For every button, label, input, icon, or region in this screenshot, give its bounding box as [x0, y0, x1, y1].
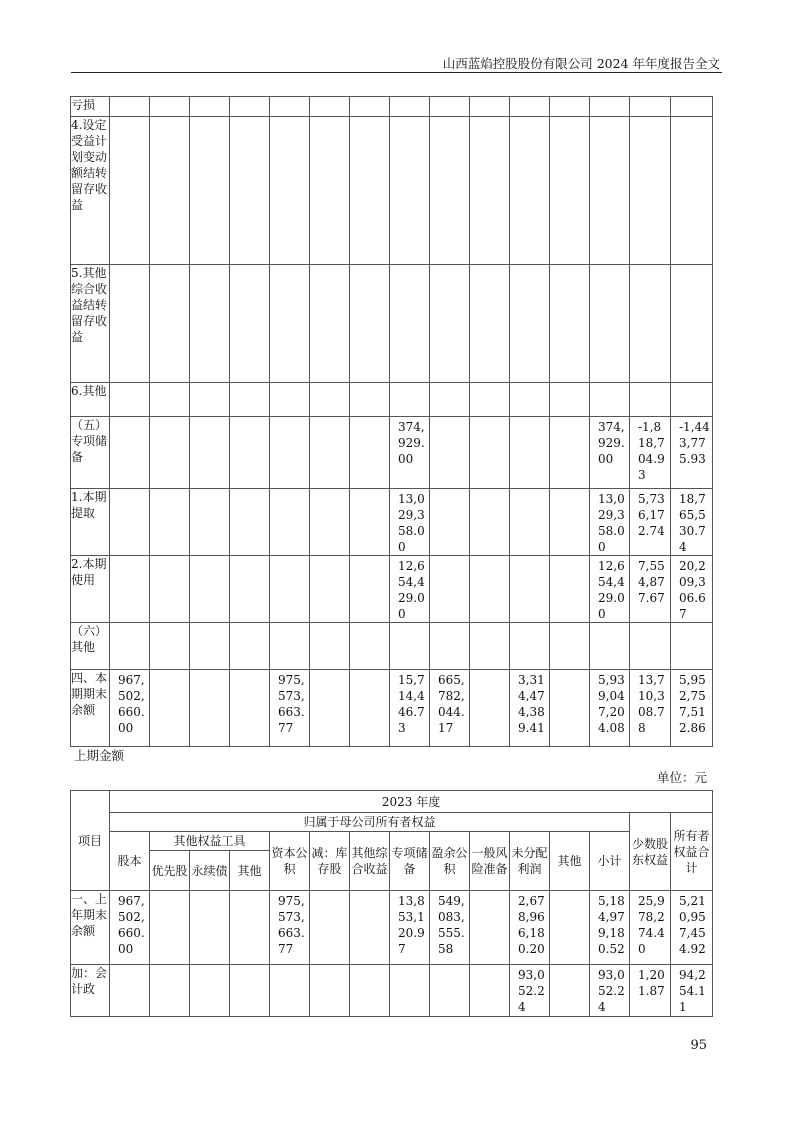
- table-cell: 13,710,308.78: [630, 670, 671, 747]
- table-cell: [390, 97, 430, 117]
- table-cell: [550, 265, 590, 383]
- table-cell: [430, 556, 470, 623]
- table-cell: [470, 489, 510, 556]
- table-cell: 18,765,530.74: [671, 489, 713, 556]
- table-cell: [470, 965, 510, 1017]
- table-cell: [110, 556, 150, 623]
- table-cell: [190, 670, 230, 747]
- table-cell: 12,654,429.00: [390, 556, 430, 623]
- table-cell: [110, 489, 150, 556]
- table-cell: 975,573,663.77: [270, 670, 310, 747]
- table-row: [71, 489, 713, 556]
- table-cell: [310, 965, 350, 1017]
- table-cell: [550, 489, 590, 556]
- table-cell: [671, 117, 713, 265]
- header-capital-reserve: 资本公积: [270, 832, 310, 891]
- table-cell: [671, 383, 713, 417]
- table-cell: [230, 891, 270, 965]
- table-cell: [110, 623, 150, 670]
- table-cell: 374,929.00: [590, 417, 630, 489]
- header-other-equity: 其他权益工具: [150, 832, 270, 851]
- row-label: 四、本期期末余额: [71, 670, 110, 747]
- table-row: [71, 417, 713, 489]
- table-cell: [630, 97, 671, 117]
- table-cell: [270, 265, 310, 383]
- row-label: （六）其他: [71, 623, 110, 670]
- table-cell: [430, 117, 470, 265]
- table-cell: [190, 383, 230, 417]
- table-cell: [350, 265, 390, 383]
- table-cell: [230, 417, 270, 489]
- row-label: （五）专项储备: [71, 417, 110, 489]
- table-cell: [190, 891, 230, 965]
- header-parent-equity: 归属于母公司所有者权益: [110, 813, 630, 832]
- table-cell: 93,052.24: [510, 965, 550, 1017]
- table-cell: [510, 383, 550, 417]
- header-minority: 少数股东权益: [630, 813, 671, 891]
- table-cell: [270, 117, 310, 265]
- table-cell: [190, 117, 230, 265]
- table-cell: [590, 97, 630, 117]
- table-cell: [350, 965, 390, 1017]
- table-cell: [150, 265, 190, 383]
- table-cell: 1,201.87: [630, 965, 671, 1017]
- table-cell: [110, 383, 150, 417]
- table-cell: [430, 623, 470, 670]
- table-cell: [150, 383, 190, 417]
- table-cell: [270, 965, 310, 1017]
- table-row: [71, 670, 713, 747]
- table-cell: [470, 117, 510, 265]
- table-cell: [310, 383, 350, 417]
- table-cell: [390, 117, 430, 265]
- table-cell: 2,678,966,180.20: [510, 891, 550, 965]
- table-cell: [230, 623, 270, 670]
- current-period-table: [70, 96, 713, 747]
- table-cell: [350, 97, 390, 117]
- table-cell: [510, 97, 550, 117]
- table-cell: [470, 97, 510, 117]
- table-cell: [470, 556, 510, 623]
- table-cell: 13,029,358.00: [390, 489, 430, 556]
- table-cell: [550, 383, 590, 417]
- table-cell: [550, 556, 590, 623]
- table-cell: 665,782,044.17: [430, 670, 470, 747]
- table-cell: 13,029,358.00: [590, 489, 630, 556]
- table-cell: [230, 97, 270, 117]
- table-cell: [430, 383, 470, 417]
- table-cell: [590, 623, 630, 670]
- table-row: [71, 97, 713, 117]
- table-cell: [310, 489, 350, 556]
- header-other-inst: 其他: [230, 851, 270, 891]
- table-cell: [270, 417, 310, 489]
- table-cell: [230, 670, 270, 747]
- table-cell: 374,929.00: [390, 417, 430, 489]
- table-row: [71, 965, 713, 1017]
- table-cell: 15,714,446.73: [390, 670, 430, 747]
- table-cell: [470, 623, 510, 670]
- table-cell: [671, 97, 713, 117]
- table-cell: [510, 117, 550, 265]
- table-cell: [590, 117, 630, 265]
- table-cell: [390, 623, 430, 670]
- table-cell: [350, 623, 390, 670]
- table-cell: [350, 489, 390, 556]
- table-cell: [390, 383, 430, 417]
- table-cell: [550, 965, 590, 1017]
- table-row: [71, 891, 713, 965]
- table-cell: [630, 383, 671, 417]
- table-cell: [430, 417, 470, 489]
- table-cell: [470, 417, 510, 489]
- table-cell: [150, 489, 190, 556]
- header-total: 所有者权益合计: [671, 813, 713, 891]
- table-cell: 967,502,660.00: [110, 670, 150, 747]
- table-cell: [190, 97, 230, 117]
- prior-period-caption: 上期金额: [74, 748, 125, 763]
- table-cell: [190, 623, 230, 670]
- table-cell: [310, 97, 350, 117]
- table-cell: [470, 265, 510, 383]
- header-other: 其他: [550, 832, 590, 891]
- table-cell: [310, 623, 350, 670]
- table-cell: [150, 965, 190, 1017]
- table-cell: [350, 670, 390, 747]
- table-cell: [671, 623, 713, 670]
- header-special-reserve: 专项储备: [390, 832, 430, 891]
- header-share-capital: 股本: [110, 832, 150, 891]
- table-cell: [550, 891, 590, 965]
- table-cell: [510, 556, 550, 623]
- table-cell: [230, 556, 270, 623]
- table-cell: [190, 265, 230, 383]
- table-cell: 967,502,660.00: [110, 891, 150, 965]
- row-label: 一、上年期末余额: [71, 891, 110, 965]
- table-cell: 25,978,274.40: [630, 891, 671, 965]
- table-cell: [270, 97, 310, 117]
- table-cell: [150, 556, 190, 623]
- header-surplus: 盈余公积: [430, 832, 470, 891]
- table-cell: 5,939,047,204.08: [590, 670, 630, 747]
- table-cell: [150, 117, 190, 265]
- header-item: 项目: [71, 791, 110, 891]
- table-cell: -1,818,704.93: [630, 417, 671, 489]
- table-cell: [550, 417, 590, 489]
- header-divider: [71, 72, 722, 73]
- table-cell: [110, 417, 150, 489]
- table-cell: [510, 417, 550, 489]
- table-cell: [190, 965, 230, 1017]
- table-row: [71, 117, 713, 265]
- table-cell: 94,254.11: [671, 965, 713, 1017]
- table-cell: [590, 383, 630, 417]
- table-cell: [470, 891, 510, 965]
- table-cell: [190, 489, 230, 556]
- table-cell: [350, 383, 390, 417]
- row-label: 5.其他综合收益结转留存收益: [71, 265, 110, 383]
- table-cell: 13,853,120.97: [390, 891, 430, 965]
- row-label: 4.设定受益计划变动额结转留存收益: [71, 117, 110, 265]
- table-cell: [350, 891, 390, 965]
- table-cell: [230, 117, 270, 265]
- table-cell: [110, 117, 150, 265]
- header-subtotal: 小计: [590, 832, 630, 891]
- table-cell: [550, 670, 590, 747]
- table-cell: [510, 623, 550, 670]
- header-undistributed: 未分配利润: [510, 832, 550, 891]
- header-oci: 其他综合收益: [350, 832, 390, 891]
- table-cell: [550, 623, 590, 670]
- table-cell: 20,209,306.67: [671, 556, 713, 623]
- table-cell: [150, 97, 190, 117]
- table-row: [71, 383, 713, 417]
- header-perpetual: 永续债: [190, 851, 230, 891]
- row-label: 1.本期提取: [71, 489, 110, 556]
- table-cell: [270, 623, 310, 670]
- table-cell: 975,573,663.77: [270, 891, 310, 965]
- table-cell: [270, 556, 310, 623]
- table-cell: [270, 383, 310, 417]
- table-cell: [350, 417, 390, 489]
- header-treasury: 减：库存股: [310, 832, 350, 891]
- table-cell: [630, 117, 671, 265]
- row-label: 亏损: [71, 97, 110, 117]
- table-cell: 3,314,474,389.41: [510, 670, 550, 747]
- table-cell: [310, 265, 350, 383]
- header-year: 2023 年度: [110, 791, 713, 813]
- table-cell: [110, 965, 150, 1017]
- row-label: 6.其他: [71, 383, 110, 417]
- page-number: 95: [690, 1038, 707, 1053]
- table-cell: [150, 891, 190, 965]
- table-cell: [230, 265, 270, 383]
- unit-label: 单位：元: [656, 770, 707, 785]
- table-cell: 5,736,172.74: [630, 489, 671, 556]
- table-cell: [390, 965, 430, 1017]
- page-header-title: 山西蓝焰控股股份有限公司 2024 年年度报告全文: [442, 56, 720, 71]
- table-cell: [190, 417, 230, 489]
- table-cell: [430, 265, 470, 383]
- prior-period-table: [70, 790, 713, 1017]
- table-cell: 5,184,979,180.52: [590, 891, 630, 965]
- table-cell: [430, 489, 470, 556]
- table-cell: [550, 117, 590, 265]
- table-cell: [630, 623, 671, 670]
- table-cell: 93,052.24: [590, 965, 630, 1017]
- table-cell: [430, 97, 470, 117]
- table-cell: 5,210,957,454.92: [671, 891, 713, 965]
- table-cell: [110, 265, 150, 383]
- table-cell: [671, 265, 713, 383]
- table-cell: 7,554,877.67: [630, 556, 671, 623]
- table-cell: 12,654,429.00: [590, 556, 630, 623]
- table-cell: [470, 670, 510, 747]
- table-cell: [470, 383, 510, 417]
- table-cell: [270, 489, 310, 556]
- table-cell: [230, 383, 270, 417]
- table-cell: [310, 417, 350, 489]
- table-cell: [430, 965, 470, 1017]
- table-cell: [230, 489, 270, 556]
- table-cell: 5,952,757,512.86: [671, 670, 713, 747]
- table-cell: -1,443,775.93: [671, 417, 713, 489]
- header-general-risk: 一般风险准备: [470, 832, 510, 891]
- row-label: 加：会计政: [71, 965, 110, 1017]
- table-cell: [590, 265, 630, 383]
- table-cell: [350, 556, 390, 623]
- table-cell: [190, 556, 230, 623]
- table-cell: [110, 97, 150, 117]
- table-cell: 549,083,555.58: [430, 891, 470, 965]
- table-cell: [550, 97, 590, 117]
- row-label: 2.本期使用: [71, 556, 110, 623]
- table-cell: [150, 417, 190, 489]
- table-cell: [310, 670, 350, 747]
- table-cell: [230, 965, 270, 1017]
- table-cell: [150, 623, 190, 670]
- table-row: [71, 265, 713, 383]
- table-row: [71, 623, 713, 670]
- table-cell: [630, 265, 671, 383]
- header-preferred: 优先股: [150, 851, 190, 891]
- table-cell: [350, 117, 390, 265]
- table-cell: [310, 556, 350, 623]
- table-row: [71, 556, 713, 623]
- table-cell: [390, 265, 430, 383]
- table-cell: [310, 117, 350, 265]
- table-cell: [510, 489, 550, 556]
- table-cell: [310, 891, 350, 965]
- table-cell: [150, 670, 190, 747]
- table-cell: [510, 265, 550, 383]
